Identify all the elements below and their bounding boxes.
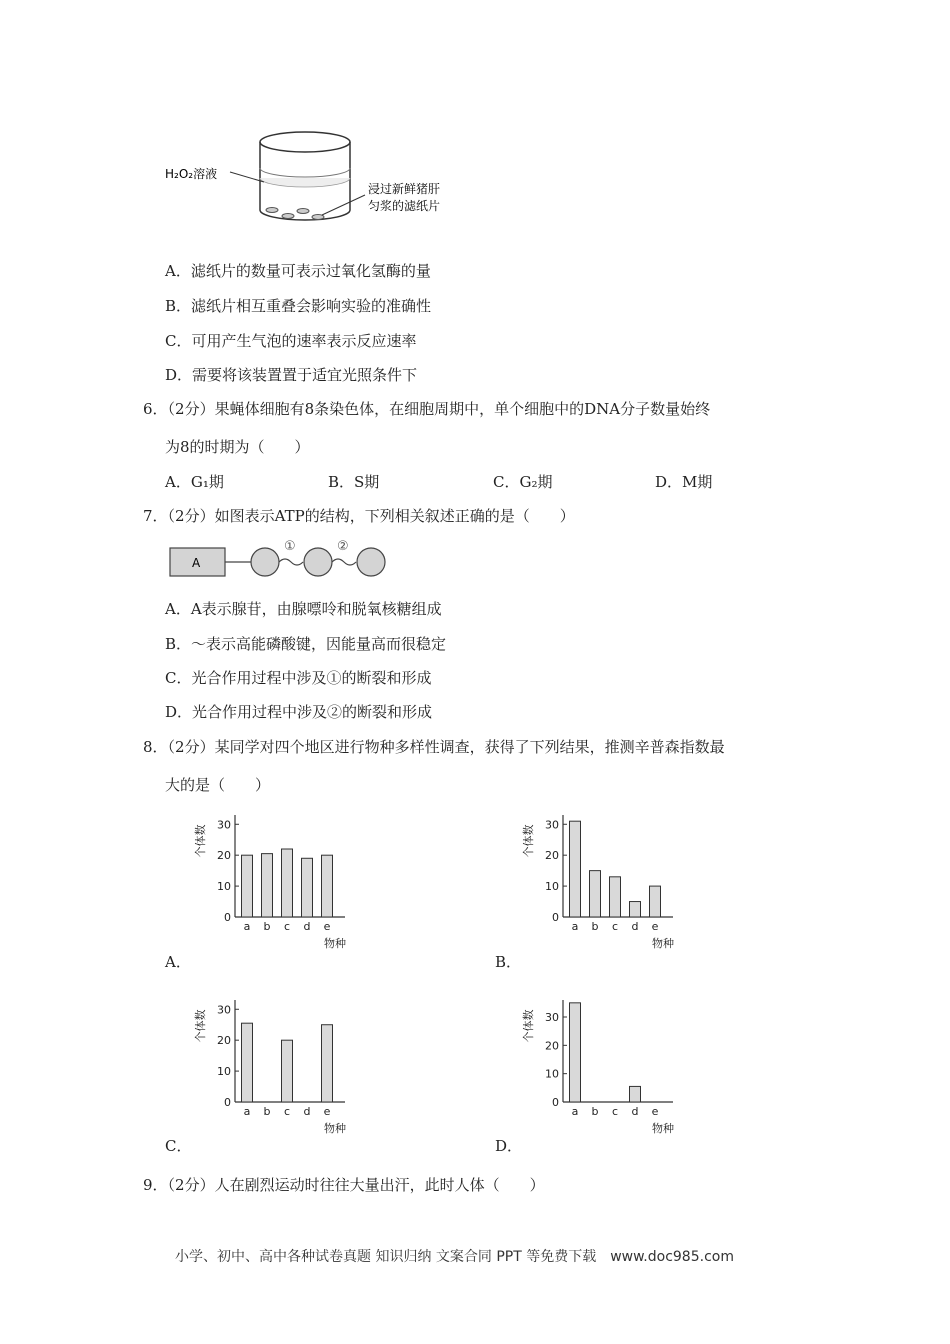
x-tick-label: c bbox=[283, 920, 291, 933]
x-tick-label: d bbox=[303, 1105, 311, 1118]
bar-c bbox=[610, 877, 621, 917]
bar-e bbox=[650, 886, 661, 917]
q6-option-c: C．G₂期 bbox=[493, 473, 553, 491]
q8-chart-c bbox=[190, 990, 360, 1140]
q5-option-b: B．滤纸片相互重叠会影响实验的准确性 bbox=[165, 297, 432, 315]
bar-d bbox=[302, 858, 313, 917]
y-tick-label: 20 bbox=[217, 1034, 231, 1048]
atp-mark-1: ① bbox=[284, 539, 296, 554]
x-tick-label: d bbox=[631, 920, 639, 933]
q8-stem-line1: 8．（2分）某同学对四个地区进行物种多样性调查，获得了下列结果，推测辛普森指数最 bbox=[143, 738, 725, 756]
q7-option-d: D．光合作用过程中涉及②的断裂和形成 bbox=[165, 703, 433, 721]
q6-option-a: A．G₁期 bbox=[165, 473, 224, 491]
y-tick-label: 10 bbox=[545, 880, 559, 894]
bar-c bbox=[282, 849, 293, 917]
q8-chart-d bbox=[518, 990, 688, 1140]
beaker-label-paper-1: 浸过新鲜猪肝 bbox=[368, 182, 441, 196]
q5-option-a: A．滤纸片的数量可表示过氧化氢酶的量 bbox=[165, 262, 431, 280]
q8-option-a: A． bbox=[165, 953, 191, 971]
bar-a bbox=[242, 855, 253, 917]
q6-option-b: B．S期 bbox=[328, 473, 380, 491]
y-tick-label: 30 bbox=[545, 1011, 559, 1024]
beaker-label-h2o2: H₂O₂溶液 bbox=[165, 167, 218, 181]
q8-option-b: B． bbox=[495, 953, 522, 971]
x-tick-label: a bbox=[571, 920, 579, 933]
x-tick-label: a bbox=[571, 1105, 579, 1118]
bar-b bbox=[590, 871, 601, 917]
x-tick-label: e bbox=[323, 1105, 331, 1118]
y-tick-label: 0 bbox=[552, 911, 559, 924]
x-axis-label: 物种 bbox=[652, 937, 674, 950]
x-tick-label: e bbox=[323, 920, 331, 933]
q7-option-a: A．A表示腺苷，由腺嘌呤和脱氧核糖组成 bbox=[165, 600, 442, 618]
bar-d bbox=[630, 902, 641, 917]
beaker-figure bbox=[160, 120, 460, 230]
y-tick-label: 0 bbox=[224, 1096, 231, 1109]
x-tick-label: c bbox=[611, 920, 619, 933]
y-axis-label: 个体数 bbox=[522, 1009, 535, 1043]
x-tick-label: e bbox=[651, 920, 659, 933]
y-tick-label: 10 bbox=[545, 1067, 559, 1081]
bar-a bbox=[570, 1003, 581, 1102]
bar-c bbox=[282, 1040, 293, 1102]
y-tick-label: 30 bbox=[217, 818, 231, 832]
q9-stem: 9．（2分）人在剧烈运动时往往大量出汗，此时人体（ ） bbox=[143, 1176, 545, 1194]
bar-a bbox=[570, 821, 581, 917]
bar-e bbox=[322, 1025, 333, 1102]
y-tick-label: 10 bbox=[217, 1065, 231, 1079]
bar-a bbox=[242, 1023, 253, 1102]
beaker-label-paper-2: 匀浆的滤纸片 bbox=[368, 199, 441, 213]
q8-option-d: D． bbox=[495, 1137, 523, 1155]
x-tick-label: d bbox=[303, 920, 311, 933]
x-axis-label: 物种 bbox=[324, 937, 346, 950]
q7-option-c: C．光合作用过程中涉及①的断裂和形成 bbox=[165, 669, 432, 687]
bar-d bbox=[630, 1086, 641, 1102]
y-axis-label: 个体数 bbox=[522, 824, 535, 858]
q7-stem: 7．（2分）如图表示ATP的结构，下列相关叙述正确的是（ ） bbox=[143, 507, 575, 525]
q8-chart-b bbox=[518, 805, 688, 955]
y-tick-label: 20 bbox=[217, 849, 231, 863]
x-axis-label: 物种 bbox=[652, 1122, 674, 1135]
y-tick-label: 30 bbox=[545, 818, 559, 832]
page-footer: 小学、初中、高中各种试卷真题 知识归纳 文案合同 PPT 等免费下载 www.doc985.com bbox=[175, 1249, 734, 1265]
y-tick-label: 30 bbox=[217, 1003, 231, 1017]
y-tick-label: 20 bbox=[545, 1039, 559, 1053]
y-tick-label: 20 bbox=[545, 849, 559, 863]
x-tick-label: b bbox=[591, 1105, 599, 1118]
q8-stem-line2: 大的是（ ） bbox=[165, 776, 271, 794]
y-tick-label: 0 bbox=[552, 1096, 559, 1109]
x-tick-label: b bbox=[263, 920, 271, 933]
y-tick-label: 0 bbox=[224, 911, 231, 924]
x-tick-label: a bbox=[243, 920, 251, 933]
x-tick-label: e bbox=[651, 1105, 659, 1118]
x-tick-label: b bbox=[591, 920, 599, 933]
q6-option-d: D．M期 bbox=[655, 473, 713, 491]
q8-option-c: C． bbox=[165, 1137, 192, 1155]
q5-option-c: C．可用产生气泡的速率表示反应速率 bbox=[165, 332, 417, 350]
y-axis-label: 个体数 bbox=[194, 824, 207, 858]
atp-box-label: A bbox=[192, 556, 201, 570]
y-axis-label: 个体数 bbox=[194, 1009, 207, 1043]
q6-stem-line2: 为8的时期为（ ） bbox=[165, 438, 310, 456]
bar-b bbox=[262, 854, 273, 917]
atp-mark-2: ② bbox=[337, 539, 349, 554]
bar-e bbox=[322, 855, 333, 917]
q8-chart-a bbox=[190, 805, 360, 955]
x-tick-label: c bbox=[611, 1105, 619, 1118]
atp-structure-figure bbox=[165, 538, 395, 583]
x-tick-label: b bbox=[263, 1105, 271, 1118]
y-tick-label: 10 bbox=[217, 880, 231, 894]
q7-option-b: B．～表示高能磷酸键，因能量高而很稳定 bbox=[165, 635, 447, 653]
x-tick-label: a bbox=[243, 1105, 251, 1118]
q5-option-d: D．需要将该装置置于适宜光照条件下 bbox=[165, 366, 418, 384]
q6-stem-line1: 6．（2分）果蝇体细胞有8条染色体，在细胞周期中，单个细胞中的DNA分子数量始终 bbox=[143, 400, 711, 418]
x-tick-label: d bbox=[631, 1105, 639, 1118]
x-axis-label: 物种 bbox=[324, 1122, 346, 1135]
x-tick-label: c bbox=[283, 1105, 291, 1118]
